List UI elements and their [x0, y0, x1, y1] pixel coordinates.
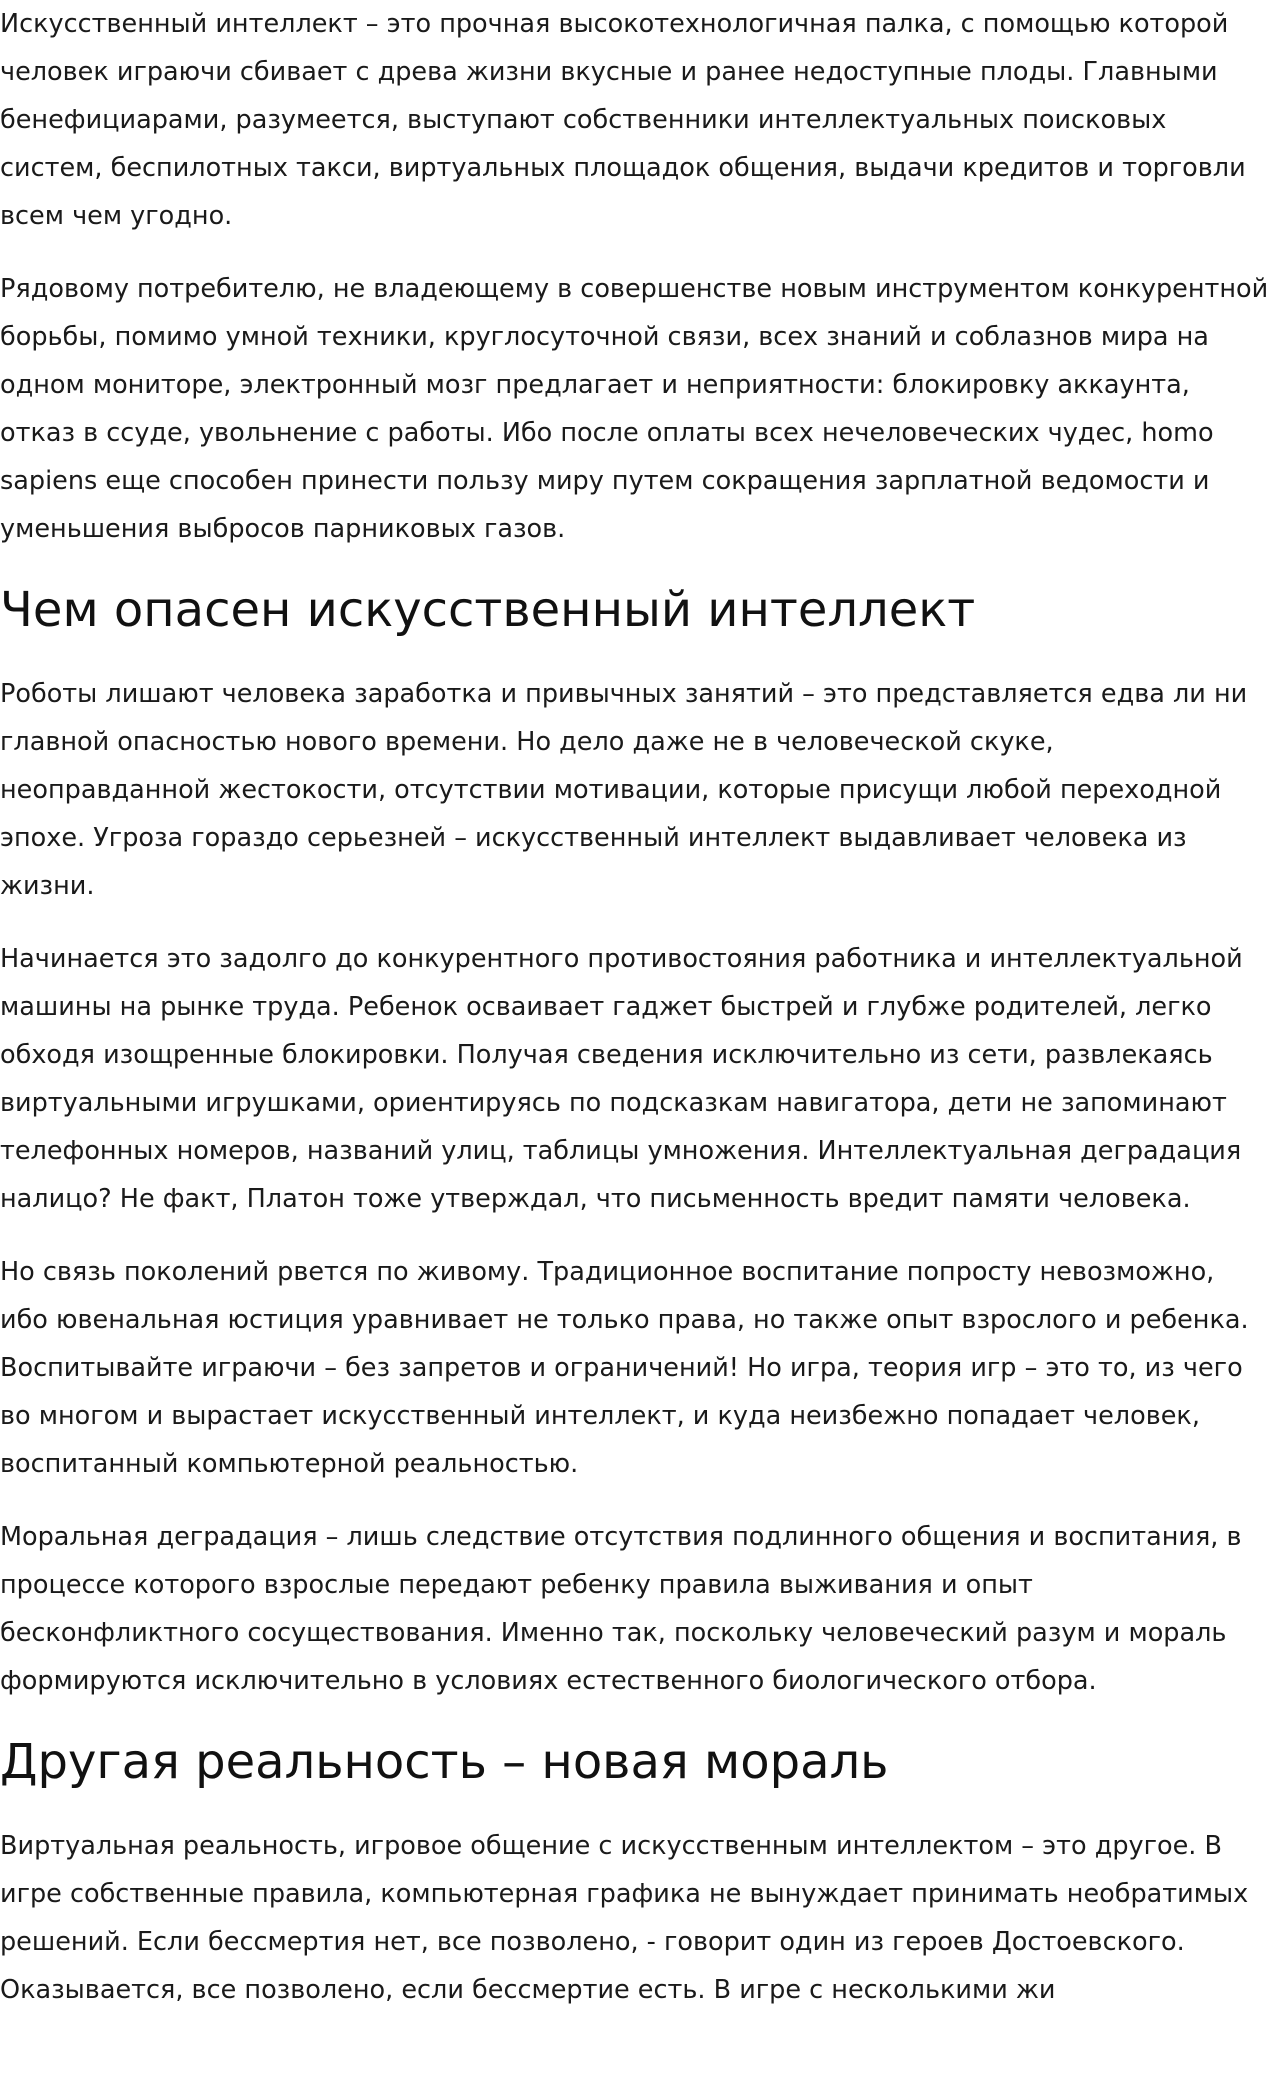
section1-paragraph-2: Начинается это задолго до конкурентного противостояния работника и интеллектуальной машины на рынке труда. Ребенок осваивает гаджет быстрей и глубже родителей, легко обходя изощренные блокировки. Получая сведения исключительно из сети, развлекаясь виртуальными игрушками, ориентируясь по подсказкам навигатора, дети не запоминают телефонных номеров, названий улиц, таблицы умножения. Интеллектуальная деградация налицо? Не факт, Платон тоже утверждал, что письменность вредит памяти человека. — [0, 944, 1243, 1214]
section-heading-other-reality: Другая реальность – новая мораль — [0, 1734, 889, 1790]
section1-paragraph-4: Моральная деградация – лишь следствие отсутствия подлинного общения и воспитания, в процессе которого взрослые передают ребенку правила выживания и опыт бесконфликтного сосуществования. Именно так, поскольку человеческий разум и мораль формируются исключительно в условиях естественного биологического отбора. — [0, 1522, 1242, 1696]
intro-paragraph-2: Рядовому потребителю, не владеющему в совершенстве новым инструментом конкурентной борьбы, помимо умной техники, круглосуточной связи, всех знаний и соблазнов мира на одном мониторе, электронный мозг предлагает и неприятности: блокировку аккаунта, отказ в ссуде, увольнение с работы. Ибо после оплаты всех нечеловеческих чудес, homo sapiens еще способен принести пользу миру путем сокращения зарплатной ведомости и уменьшения выбросов парниковых газов. — [0, 274, 1269, 544]
section1-paragraph-1: Роботы лишают человека заработка и привычных занятий – это представляется едва ли ни главной опасностью нового времени. Но дело даже не в человеческой скуке, неоправданной жестокости, отсутствии мотивации, которые присущи любой переходной эпохе. Угроза гораздо серьезней – искусственный интеллект выдавливает человека из жизни. — [0, 679, 1248, 901]
section1-paragraph-3: Но связь поколений рвется по живому. Традиционное воспитание попросту невозможно, ибо ювенальная юстиция уравнивает не только права, но также опыт взрослого и ребенка. Воспитывайте играючи – без запретов и ограничений! Но игра, теория игр – это то, из чего во многом и вырастает искусственный интеллект, и куда неизбежно попадает человек, воспитанный компьютерной реальностью. — [0, 1257, 1249, 1479]
intro-paragraph-1: Искусственный интеллект – это прочная высокотехнологичная палка, с помощью которой человек играючи сбивает с древа жизни вкусные и ранее недоступные плоды. Главными бенефициарами, разумеется, выступают собственники интеллектуальных поисковых систем, беспилотных такси, виртуальных площадок общения, выдачи кредитов и торговли всем чем угодно. — [0, 9, 1246, 231]
section2-paragraph-1: Виртуальная реальность, игровое общение с искусственным интеллектом – это другое. В игре собственные правила, компьютерная графика не вынуждает принимать необратимых решений. Если бессмертия нет, все позволено, - говорит один из героев Достоевского. Оказывается, все позволено, если бессмертие есть. В игре с несколькими жи — [0, 1831, 1249, 2005]
section-heading-dangers: Чем опасен искусственный интеллект — [0, 582, 976, 638]
